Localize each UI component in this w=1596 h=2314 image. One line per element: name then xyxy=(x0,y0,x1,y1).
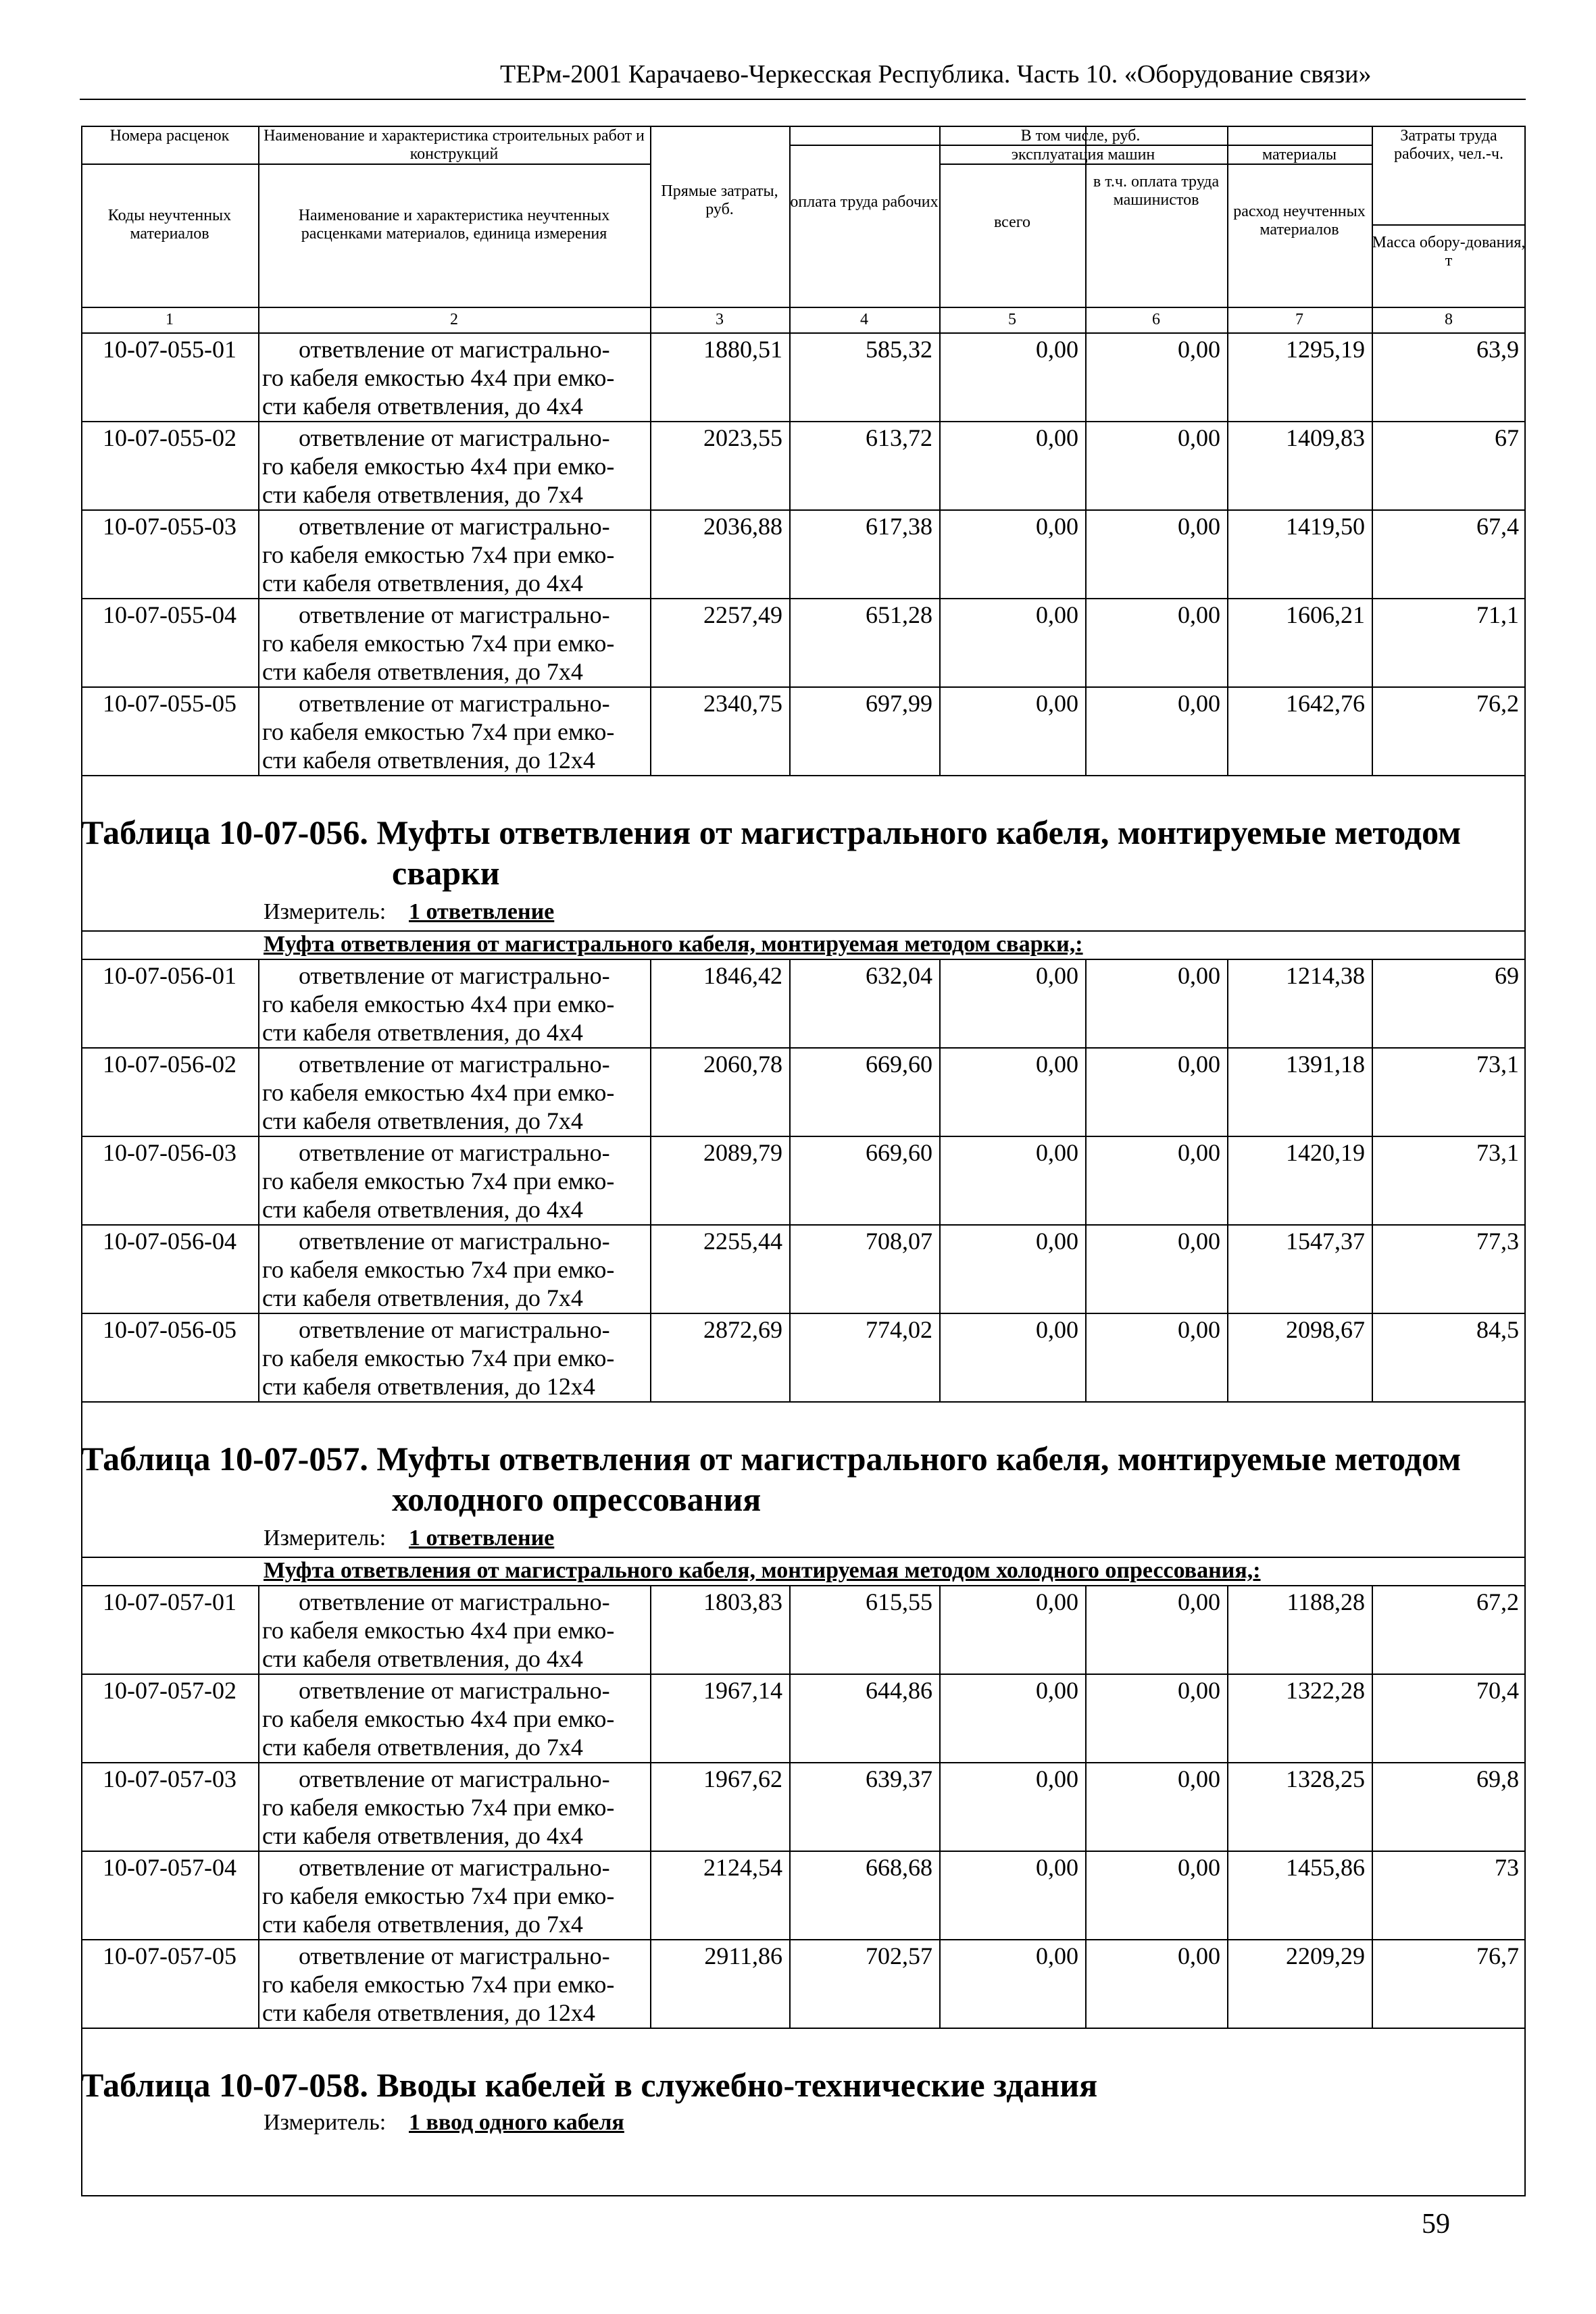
rate-code: 10-07-057-04 xyxy=(103,1854,236,1881)
value-mwages: 0,00 xyxy=(1178,513,1220,540)
description-line-1: ответвление от магистрально- xyxy=(299,1765,610,1792)
value-labor: 76,7 xyxy=(1476,1942,1519,1969)
description-line-1: ответвление от магистрально- xyxy=(299,1942,610,1969)
value-labor: 73,1 xyxy=(1476,1051,1519,1078)
description-line-1: ответвление от магистрально- xyxy=(299,336,610,363)
value-wages: 585,32 xyxy=(866,336,932,363)
value-direct: 2124,54 xyxy=(703,1854,782,1881)
description-line-1: ответвление от магистрально- xyxy=(299,962,610,989)
value-direct: 2257,49 xyxy=(703,601,782,628)
value-direct: 2255,44 xyxy=(703,1228,782,1255)
table-row xyxy=(81,1674,1526,1762)
value-labor: 73,1 xyxy=(1476,1139,1519,1166)
col-number-7: 7 xyxy=(1295,311,1303,328)
description-line-2: го кабеля емкостью 7х4 при емко- xyxy=(262,630,615,657)
description-line-1: ответвление от магистрально- xyxy=(299,601,610,628)
table-title-continuation: сварки xyxy=(392,854,500,892)
rate-code: 10-07-057-03 xyxy=(103,1765,236,1792)
value-mwages: 0,00 xyxy=(1178,690,1220,717)
col-number-4: 4 xyxy=(860,311,868,328)
description-line-2: го кабеля емкостью 7х4 при емко- xyxy=(262,1167,615,1194)
description-line-1: ответвление от магистрально- xyxy=(299,1051,610,1078)
value-wages: 697,99 xyxy=(866,690,932,717)
value-wages: 632,04 xyxy=(866,962,932,989)
rate-code: 10-07-057-02 xyxy=(103,1677,236,1704)
value-direct: 2036,88 xyxy=(703,513,782,540)
col-number-6: 6 xyxy=(1152,311,1160,328)
col-number-2: 2 xyxy=(450,311,458,328)
value-mwages: 0,00 xyxy=(1178,1677,1220,1704)
value-wages: 668,68 xyxy=(866,1854,932,1881)
table-row xyxy=(81,598,1526,686)
rate-code: 10-07-055-03 xyxy=(103,513,236,540)
rate-code: 10-07-056-02 xyxy=(103,1051,236,1078)
table-row xyxy=(81,686,1526,775)
measure-value: 1 ответвление xyxy=(409,1526,555,1551)
table-row xyxy=(81,959,1526,1047)
value-wages: 613,72 xyxy=(866,424,932,451)
value-mwages: 0,00 xyxy=(1178,1139,1220,1166)
description-line-3: сти кабеля ответвления, до 7х4 xyxy=(262,481,583,508)
col-rate-numbers: Номера расценок xyxy=(109,127,230,145)
col-codes: Коды неучтенных материалов xyxy=(107,207,232,243)
table-title: Таблица 10-07-058. Вводы кабелей в служебно-технические здания xyxy=(81,2066,1098,2104)
col-materials-cost: расход неучтенных материалов xyxy=(1233,203,1366,238)
value-mtotal: 0,00 xyxy=(1036,1942,1078,1969)
col-labor: Затраты труда рабочих, чел.-ч. xyxy=(1394,127,1503,163)
value-mtotal: 0,00 xyxy=(1036,1139,1078,1166)
col-direct: Прямые затраты, руб. xyxy=(661,182,778,218)
value-direct: 1967,14 xyxy=(703,1677,782,1704)
value-mwages: 0,00 xyxy=(1178,601,1220,628)
value-direct: 2023,55 xyxy=(703,424,782,451)
value-mwages: 0,00 xyxy=(1178,1765,1220,1792)
value-labor: 84,5 xyxy=(1476,1316,1519,1343)
group-heading: Муфта ответвления от магистрального кабеля, монтируемая методом холодного опрессования,: xyxy=(264,1558,1261,1583)
value-mtotal: 0,00 xyxy=(1036,1765,1078,1792)
description-line-2: го кабеля емкостью 7х4 при емко- xyxy=(262,1256,615,1283)
value-wages: 708,07 xyxy=(866,1228,932,1255)
value-direct: 2060,78 xyxy=(703,1051,782,1078)
value-mtotal: 0,00 xyxy=(1036,1051,1078,1078)
col-including: В том числе, руб. xyxy=(1020,127,1141,145)
value-mtotal: 0,00 xyxy=(1036,336,1078,363)
value-wages: 639,37 xyxy=(866,1765,932,1792)
rate-code: 10-07-056-03 xyxy=(103,1139,236,1166)
description-line-1: ответвление от магистрально- xyxy=(299,1228,610,1255)
rate-code: 10-07-056-05 xyxy=(103,1316,236,1343)
table-title: Таблица 10-07-056. Муфты ответвления от магистрального кабеля, монтируемые методом xyxy=(81,813,1462,851)
value-labor: 77,3 xyxy=(1476,1228,1519,1255)
value-materials: 2098,67 xyxy=(1286,1316,1365,1343)
value-mwages: 0,00 xyxy=(1178,336,1220,363)
table-row xyxy=(81,1047,1526,1136)
value-mtotal: 0,00 xyxy=(1036,962,1078,989)
table-row xyxy=(81,1224,1526,1313)
description-line-2: го кабеля емкостью 7х4 при емко- xyxy=(262,1971,615,1998)
col-machines-wages: в т.ч. оплата труда машинистов xyxy=(1093,173,1220,209)
value-mwages: 0,00 xyxy=(1178,1051,1220,1078)
description-line-2: го кабеля емкостью 7х4 при емко- xyxy=(262,541,615,568)
value-direct: 1803,83 xyxy=(703,1588,782,1615)
description-line-2: го кабеля емкостью 4х4 при емко- xyxy=(262,1705,615,1732)
value-labor: 67 xyxy=(1495,424,1519,451)
value-mwages: 0,00 xyxy=(1178,1942,1220,1969)
value-materials: 1547,37 xyxy=(1286,1228,1365,1255)
description-line-2: го кабеля емкостью 4х4 при емко- xyxy=(262,364,615,391)
measure-label: Измеритель: xyxy=(264,1526,386,1551)
value-labor: 71,1 xyxy=(1476,601,1519,628)
value-materials: 1188,28 xyxy=(1287,1588,1365,1615)
description-line-2: го кабеля емкостью 4х4 при емко- xyxy=(262,1079,615,1106)
value-labor: 70,4 xyxy=(1476,1677,1519,1704)
measure-label: Измеритель: xyxy=(264,2110,386,2135)
header-rule xyxy=(80,99,1526,100)
description-line-1: ответвление от магистрально- xyxy=(299,1316,610,1343)
value-materials: 1214,38 xyxy=(1286,962,1365,989)
value-materials: 1642,76 xyxy=(1286,690,1365,717)
description-line-1: ответвление от магистрально- xyxy=(299,1854,610,1881)
value-labor: 76,2 xyxy=(1476,690,1519,717)
rate-code: 10-07-055-01 xyxy=(103,336,236,363)
value-mtotal: 0,00 xyxy=(1036,1854,1078,1881)
col-wages: оплата труда рабочих xyxy=(790,193,939,211)
description-line-3: сти кабеля ответвления, до 7х4 xyxy=(262,1734,583,1761)
rate-code: 10-07-057-01 xyxy=(103,1588,236,1615)
value-mtotal: 0,00 xyxy=(1036,513,1078,540)
table-row xyxy=(81,421,1526,509)
value-labor: 69 xyxy=(1495,962,1519,989)
col-machines: эксплуатация машин xyxy=(1011,146,1155,164)
description-line-3: сти кабеля ответвления, до 4х4 xyxy=(262,1019,583,1046)
description-line-1: ответвление от магистрально- xyxy=(299,424,610,451)
value-wages: 702,57 xyxy=(866,1942,932,1969)
col-mass: Масса обору-дования, т xyxy=(1372,234,1526,270)
description-line-2: го кабеля емкостью 4х4 при емко- xyxy=(262,990,615,1017)
value-materials: 1322,28 xyxy=(1286,1677,1365,1704)
description-line-2: го кабеля емкостью 7х4 при емко- xyxy=(262,718,615,745)
description-line-3: сти кабеля ответвления, до 7х4 xyxy=(262,658,583,685)
description-line-2: го кабеля емкостью 7х4 при емко- xyxy=(262,1794,615,1821)
description-line-3: сти кабеля ответвления, до 7х4 xyxy=(262,1284,583,1311)
value-wages: 774,02 xyxy=(866,1316,932,1343)
measure-value: 1 ввод одного кабеля xyxy=(409,2110,624,2135)
value-wages: 669,60 xyxy=(866,1051,932,1078)
col-name-bottom: Наименование и характеристика неучтенных расценками материалов, единица измерения xyxy=(298,207,610,243)
value-mwages: 0,00 xyxy=(1178,1316,1220,1343)
value-direct: 1846,42 xyxy=(703,962,782,989)
col-number-5: 5 xyxy=(1008,311,1016,328)
value-mtotal: 0,00 xyxy=(1036,1316,1078,1343)
description-line-2: го кабеля емкостью 4х4 при емко- xyxy=(262,453,615,480)
value-materials: 1606,21 xyxy=(1286,601,1365,628)
col-number-8: 8 xyxy=(1445,311,1453,328)
value-materials: 1420,19 xyxy=(1286,1139,1365,1166)
value-direct: 2911,86 xyxy=(704,1942,782,1969)
value-direct: 1967,62 xyxy=(703,1765,782,1792)
measure-label: Измеритель: xyxy=(264,899,386,924)
rate-code: 10-07-056-04 xyxy=(103,1228,236,1255)
table-row xyxy=(81,332,1526,421)
value-direct: 2089,79 xyxy=(703,1139,782,1166)
value-direct: 1880,51 xyxy=(703,336,782,363)
table-row xyxy=(81,1313,1526,1401)
value-wages: 644,86 xyxy=(866,1677,932,1704)
rate-code: 10-07-057-05 xyxy=(103,1942,236,1969)
value-materials: 1419,50 xyxy=(1286,513,1365,540)
value-materials: 1409,83 xyxy=(1286,424,1365,451)
value-direct: 2340,75 xyxy=(703,690,782,717)
page-number: 59 xyxy=(1422,2209,1450,2240)
value-direct: 2872,69 xyxy=(703,1316,782,1343)
description-line-3: сти кабеля ответвления, до 12х4 xyxy=(262,1373,595,1400)
rate-code: 10-07-056-01 xyxy=(103,962,236,989)
value-mtotal: 0,00 xyxy=(1036,424,1078,451)
col-machines-total: всего xyxy=(993,213,1031,231)
document-frame xyxy=(81,126,1526,2196)
description-line-3: сти кабеля ответвления, до 4х4 xyxy=(262,1645,583,1672)
table-header xyxy=(81,126,1526,332)
table-row xyxy=(81,1762,1526,1851)
value-materials: 2209,29 xyxy=(1286,1942,1365,1969)
description-line-3: сти кабеля ответвления, до 4х4 xyxy=(262,1822,583,1849)
description-line-1: ответвление от магистрально- xyxy=(299,1677,610,1704)
description-line-3: сти кабеля ответвления, до 4х4 xyxy=(262,570,583,597)
value-mtotal: 0,00 xyxy=(1036,1588,1078,1615)
value-wages: 615,55 xyxy=(866,1588,932,1615)
description-line-2: го кабеля емкостью 7х4 при емко- xyxy=(262,1882,615,1909)
table-row xyxy=(81,1585,1526,1674)
value-mtotal: 0,00 xyxy=(1036,690,1078,717)
description-line-3: сти кабеля ответвления, до 4х4 xyxy=(262,393,583,420)
table-row xyxy=(81,1136,1526,1224)
description-line-1: ответвление от магистрально- xyxy=(299,513,610,540)
value-labor: 73 xyxy=(1495,1854,1519,1881)
frame-bottom-border xyxy=(81,2195,1526,2196)
value-mtotal: 0,00 xyxy=(1036,1228,1078,1255)
value-mtotal: 0,00 xyxy=(1036,601,1078,628)
value-mwages: 0,00 xyxy=(1178,424,1220,451)
value-labor: 67,2 xyxy=(1476,1588,1519,1615)
value-wages: 651,28 xyxy=(866,601,932,628)
description-line-1: ответвление от магистрально- xyxy=(299,1139,610,1166)
value-labor: 69,8 xyxy=(1476,1765,1519,1792)
rate-code: 10-07-055-05 xyxy=(103,690,236,717)
description-line-1: ответвление от магистрально- xyxy=(299,1588,610,1615)
value-materials: 1295,19 xyxy=(1286,336,1365,363)
table-title: Таблица 10-07-057. Муфты ответвления от магистрального кабеля, монтируемые методом xyxy=(81,1440,1462,1478)
table-row xyxy=(81,1851,1526,1939)
value-materials: 1328,25 xyxy=(1286,1765,1365,1792)
col-name-top: Наименование и характеристика строительных работ и конструкций xyxy=(264,127,645,163)
description-line-3: сти кабеля ответвления, до 12х4 xyxy=(262,747,595,774)
description-line-3: сти кабеля ответвления, до 7х4 xyxy=(262,1107,583,1134)
description-line-3: сти кабеля ответвления, до 4х4 xyxy=(262,1196,583,1223)
value-mwages: 0,00 xyxy=(1178,1588,1220,1615)
table-title-continuation: холодного опрессования xyxy=(392,1480,762,1518)
value-wages: 617,38 xyxy=(866,513,932,540)
value-mwages: 0,00 xyxy=(1178,1854,1220,1881)
value-mwages: 0,00 xyxy=(1178,962,1220,989)
value-wages: 669,60 xyxy=(866,1139,932,1166)
value-materials: 1391,18 xyxy=(1286,1051,1365,1078)
value-labor: 63,9 xyxy=(1476,336,1519,363)
value-mtotal: 0,00 xyxy=(1036,1677,1078,1704)
col-materials: материалы xyxy=(1262,146,1337,164)
page-header: ТЕРм-2001 Карачаево-Черкесская Республика. Часть 10. «Оборудование связи» xyxy=(500,60,1372,89)
col-number-1: 1 xyxy=(166,311,174,328)
measure-value: 1 ответвление xyxy=(409,899,555,924)
rate-code: 10-07-055-04 xyxy=(103,601,236,628)
description-line-1: ответвление от магистрально- xyxy=(299,690,610,717)
rate-code: 10-07-055-02 xyxy=(103,424,236,451)
description-line-3: сти кабеля ответвления, до 12х4 xyxy=(262,1999,595,2026)
col-number-3: 3 xyxy=(716,311,724,328)
table-row xyxy=(81,1939,1526,2028)
description-line-2: го кабеля емкостью 7х4 при емко- xyxy=(262,1344,615,1372)
description-line-3: сти кабеля ответвления, до 7х4 xyxy=(262,1911,583,1938)
value-mwages: 0,00 xyxy=(1178,1228,1220,1255)
table-row xyxy=(81,509,1526,598)
value-materials: 1455,86 xyxy=(1286,1854,1365,1881)
group-heading: Муфта ответвления от магистрального кабеля, монтируемая методом сварки,: xyxy=(264,932,1083,957)
value-labor: 67,4 xyxy=(1476,513,1519,540)
description-line-2: го кабеля емкостью 4х4 при емко- xyxy=(262,1617,615,1644)
